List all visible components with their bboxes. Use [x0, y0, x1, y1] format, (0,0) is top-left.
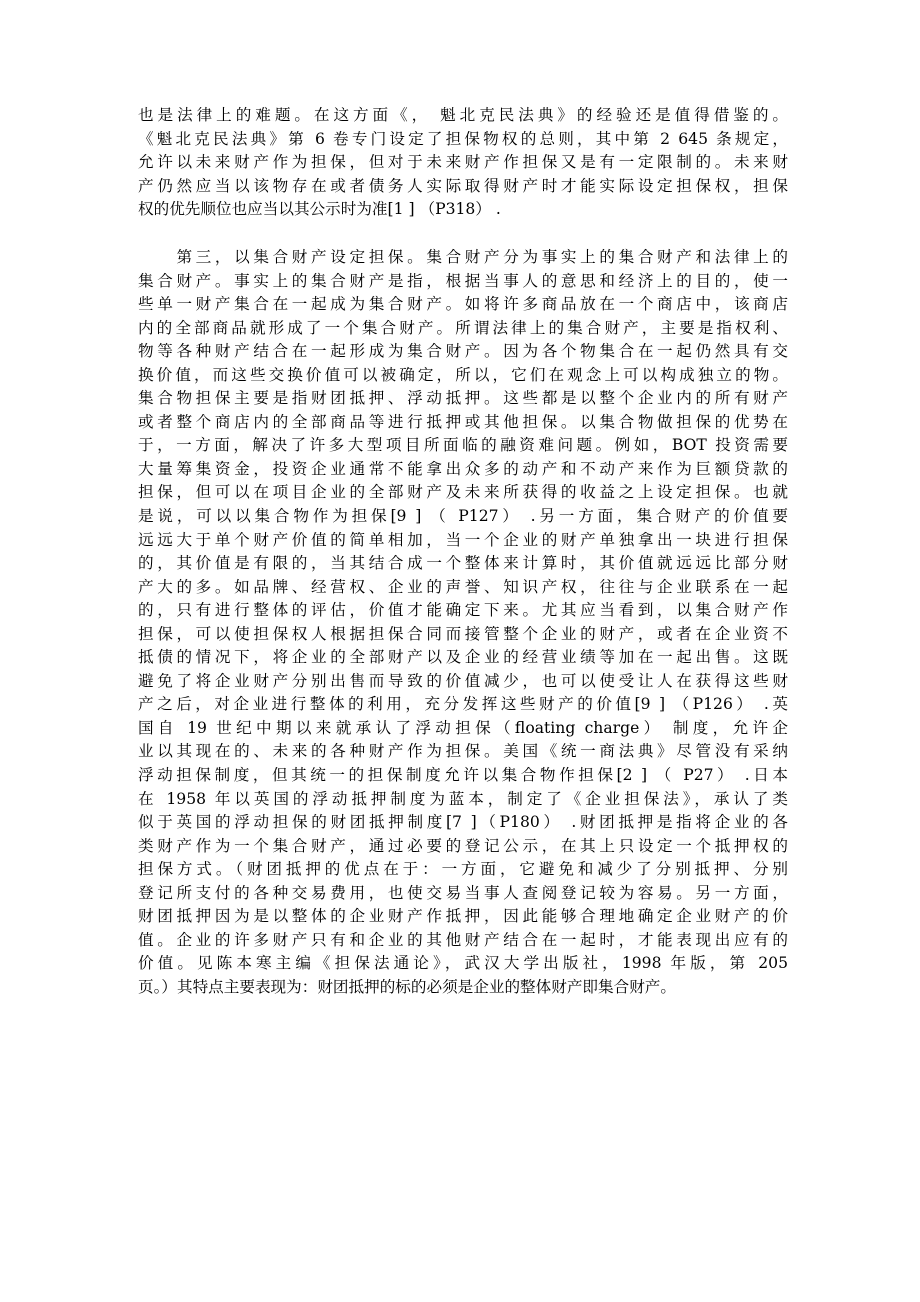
text-line: 的，其价值是有限的，当其结合成一个整体来计算时，其价值就远远比部分财 — [138, 554, 788, 573]
text-line: 类财产作为一个集合财产，通过必要的登记公示，在其上只设定一个抵押权的 — [138, 836, 788, 855]
text-line: 抵债的情况下，将企业的全部财产以及企业的经营业绩等加在一起出售。这既 — [138, 648, 788, 667]
text-line: 于，一方面，解决了许多大型项目所面临的融资难问题。例如，BOT 投资需要 — [138, 436, 788, 455]
text-line: 登记所支付的各种交易费用，也使交易当事人查阅登记较为容易。另一方面， — [138, 883, 788, 902]
text-line: 大量筹集资金，投资企业通常不能拿出众多的动产和不动产来作为巨额贷款的 — [138, 459, 788, 478]
text-line: 国自 19 世纪中期以来就承认了浮动担保（floating charge） 制度，允许企 — [138, 718, 788, 737]
text-line: 集合财产。事实上的集合财产是指，根据当事人的意思和经济上的目的，使一 — [138, 271, 788, 290]
text-line: 产之后，对企业进行整体的利用，充分发挥这些财产的价值[9 ] （P126） .英 — [138, 695, 788, 714]
text-line: 允许以未来财产作为担保，但对于未来财产作担保又是有一定限制的。未来财 — [138, 153, 788, 172]
text-line: 是说，可以以集合物作为担保[9 ] （ P127） .另一方面，集合财产的价值要 — [138, 507, 788, 526]
text-line: 物等各种财产结合在一起形成为集合财产。因为各个物集合在一起仍然具有交 — [138, 342, 788, 361]
text-line: 避免了将企业财产分别出售而导致的价值减少，也可以使受让人在获得这些财 — [138, 671, 788, 690]
text-line: 担保方式。（财团抵押的优点在于：一方面，它避免和减少了分别抵押、分别 — [138, 860, 788, 879]
text-line: 在 1958 年以英国的浮动抵押制度为蓝本，制定了《企业担保法》，承认了类 — [138, 789, 788, 808]
text-line: 些单一财产集合在一起成为集合财产。如将许多商品放在一个商店中，该商店 — [138, 295, 788, 314]
paragraph-1 — [138, 104, 788, 222]
text-line: 担保，但可以在项目企业的全部财产及未来所获得的收益之上设定担保。也就 — [138, 483, 788, 502]
text-line: 产大的多。如品牌、经营权、企业的声誉、知识产权，往往与企业联系在一起 — [138, 577, 788, 596]
text-line: 内的全部商品就形成了一个集合财产。所谓法律上的集合财产，主要是指权利、 — [138, 318, 788, 337]
text-line: 似于英国的浮动担保的财团抵押制度[7 ]（P180） .财团抵押是指将企业的各 — [138, 813, 788, 832]
text-line: 第三，以集合财产设定担保。集合财产分为事实上的集合财产和法律上的 — [138, 248, 788, 266]
text-line: 财团抵押因为是以整体的企业财产作抵押，因此能够合理地确定企业财产的价 — [138, 907, 788, 926]
text-line: 也是法律上的难题。在这方面《， 魁北克民法典》的经验还是值得借鉴的。 — [138, 106, 788, 124]
text-line: 页。）其特点主要表现为：财团抵押的标的必须是企业的整体财产即集合财产。 — [138, 977, 676, 996]
text-line: 价值。见陈本寒主编《担保法通论》，武汉大学出版社，1998 年版，第 205 — [138, 954, 788, 973]
text-line: 业以其现在的、未来的各种财产作为担保。美国《统一商法典》尽管没有采纳 — [138, 742, 788, 761]
text-line: 换价值，而这些交换价值可以被确定，所以，它们在观念上可以构成独立的物。 — [138, 365, 788, 384]
text-line: 或者整个商店内的全部商品等进行抵押或其他担保。以集合物做担保的优势在 — [138, 412, 788, 431]
paragraph-2 — [138, 246, 788, 1000]
text-line: 浮动担保制度，但其统一的担保制度允许以集合物作担保[2 ] （ P27） .日本 — [138, 766, 788, 785]
text-line: 集合物担保主要是指财团抵押、浮动抵押。这些都是以整个企业内的所有财产 — [138, 389, 788, 408]
text-line: 的，只有进行整体的评估，价值才能确定下来。尤其应当看到，以集合财产作 — [138, 601, 788, 620]
text-line: 权的优先顺位也应当以其公示时为准[1 ] （P318） . — [138, 200, 501, 219]
text-line: 《魁北克民法典》第 6 卷专门设定了担保物权的总则，其中第 2 645 条规定， — [138, 129, 788, 148]
text-line: 远远大于单个财产价值的简单相加，当一个企业的财产单独拿出一块进行担保 — [138, 530, 788, 549]
text-line: 值。企业的许多财产只有和企业的其他财产结合在一起时，才能表现出应有的 — [138, 930, 788, 949]
text-line: 担保，可以使担保权人根据担保合同而接管整个企业的财产，或者在企业资不 — [138, 624, 788, 643]
text-line: 产仍然应当以该物存在或者债务人实际取得财产时才能实际设定担保权，担保 — [138, 176, 788, 195]
